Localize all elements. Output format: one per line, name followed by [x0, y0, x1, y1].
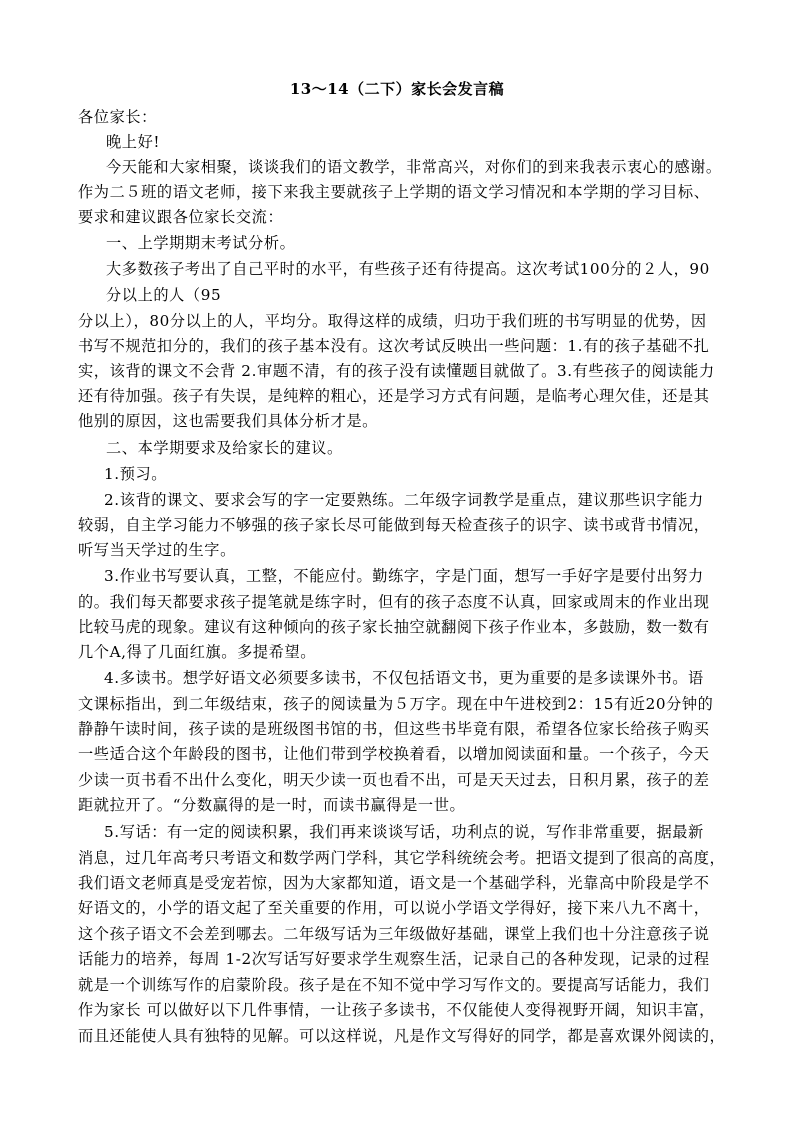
- paragraph-line: 今天能和大家相聚，谈谈我们的语文教学，非常高兴，对你们的到来我表示衷心的感谢。: [106, 158, 722, 176]
- paragraph-line: 大多数孩子考出了自己平时的水平，有些孩子还有待提高。这次考试100分的２人，90: [106, 260, 710, 278]
- paragraph-line: 他别的原因，这也需要我们具体分析才是。: [78, 412, 378, 430]
- paragraph-line: 一些适合这个年龄段的图书，让他们带到学校换着看，以增加阅读面和量。一个孩子，今天: [78, 745, 710, 763]
- paragraph-line: 距就拉开了。“分数赢得的是一时，而读书赢得是一世。: [78, 796, 466, 814]
- paragraph-line: 一、上学期期末考试分析。: [106, 234, 296, 252]
- paragraph-line: 较弱，自主学习能力不够强的孩子家长尽可能做到每天检查孩子的识字、读书或背书情况，: [78, 516, 710, 534]
- paragraph-line: 3.作业书写要认真，工整，不能应付。勤练字，字是门面，想写一手好字是要付出努力: [104, 567, 704, 585]
- paragraph-line: 要求和建议跟各位家长交流：: [78, 208, 284, 226]
- paragraph-line: 晚上好!: [106, 133, 161, 151]
- paragraph-line: 话能力的培养，每周 1-2次写话写好要求学生观察生活，记录自己的各种发现，记录的过程: [78, 950, 710, 968]
- paragraph-line: 5.写话：有一定的阅读积累，我们再来谈谈写话，功利点的说，写作非常重要，据最新: [104, 823, 704, 841]
- paragraph-line: 4.多读书。想学好语文必须要多读书，不仅包括语文书，更为重要的是多读课外书。语: [104, 669, 704, 687]
- paragraph-line: 消息，过几年高考只考语文和数学两门学科，其它学科统统会考。把语文提到了很高的高度，: [78, 849, 726, 867]
- paragraph-line: 的。我们每天都要求孩子提笔就是练字时，但有的孩子态度不认真，回家或周末的作业出现: [78, 593, 710, 611]
- paragraph-line: 听写当天学过的生字。: [78, 541, 236, 559]
- paragraph-line: 文课标指出，到二年级结束，孩子的阅读量为５万字。现在中午进校到2：15有近20分钟的: [78, 695, 714, 713]
- paragraph-line: 我们语文老师真是受宠若惊，因为大家都知道，语文是一个基础学科，光靠高中阶段是学不: [78, 874, 710, 892]
- paragraph-line: 作为家长 可以做好以下几件事情，一让孩子多读书，不仅能使人变得视野开阔，知识丰富，: [78, 1001, 715, 1019]
- paragraph-line: 少读一页书看不出什么变化，明天少读一页也看不出，可是天天过去，日积月累，孩子的差: [78, 771, 710, 789]
- paragraph-line: 分以上的人（95: [106, 286, 222, 304]
- paragraph-line: 各位家长：: [78, 108, 157, 126]
- paragraph-line: 二、本学期要求及给家长的建议。: [106, 439, 343, 457]
- paragraph-line: 作为二５班的语文老师，接下来我主要就孩子上学期的语文学习情况和本学期的学习目标、: [78, 183, 710, 201]
- document-title: 13～14（二下）家长会发言稿: [289, 80, 505, 98]
- paragraph-line: 1.预习。: [104, 465, 168, 483]
- paragraph-line: 书写不规范扣分的，我们的孩子基本没有。这次考试反映出一些问题：1.有的孩子基础不扎: [78, 337, 710, 355]
- paragraph-line: 静静午读时间，孩子读的是班级图书馆的书，但这些书毕竟有限，希望各位家长给孩子购买: [78, 720, 710, 738]
- paragraph-line: 就是一个训练写作的启蒙阶段。孩子是在不知不觉中学习写作文的。要提高写话能力，我们: [78, 976, 710, 994]
- paragraph-line: 2.该背的课文、要求会写的字一定要熟练。二年级字词教学是重点，建议那些识字能力: [104, 491, 704, 509]
- paragraph-line: 实，该背的课文不会背 2.审题不清，有的孩子没有读懂题目就做了。3.有些孩子的阅读能力: [78, 362, 715, 380]
- paragraph-line: 好语文的，小学的语文起了至关重要的作用，可以说小学语文学得好，接下来八九不离十，: [78, 899, 710, 917]
- paragraph-line: 这个孩子语文不会差到哪去。二年级写话为三年级做好基础，课堂上我们也十分注意孩子说: [78, 925, 710, 943]
- paragraph-line: 而且还能使人具有独特的见解。可以这样说，凡是作文写得好的同学，都是喜欢课外阅读的，: [78, 1027, 726, 1045]
- paragraph-line: 比较马虎的现象。建议有这种倾向的孩子家长抽空就翻阅下孩子作业本，多鼓励，数一数有: [78, 618, 710, 636]
- paragraph-line: 分以上），80分以上的人，平均分。取得这样的成绩，归功于我们班的书写明显的优势，因: [78, 312, 707, 330]
- paragraph-line: 几个A,得了几面红旗。多提希望。: [78, 643, 317, 661]
- paragraph-line: 还有待加强。孩子有失误，是纯粹的粗心，还是学习方式有问题，是临考心理欠佳，还是其: [78, 387, 710, 405]
